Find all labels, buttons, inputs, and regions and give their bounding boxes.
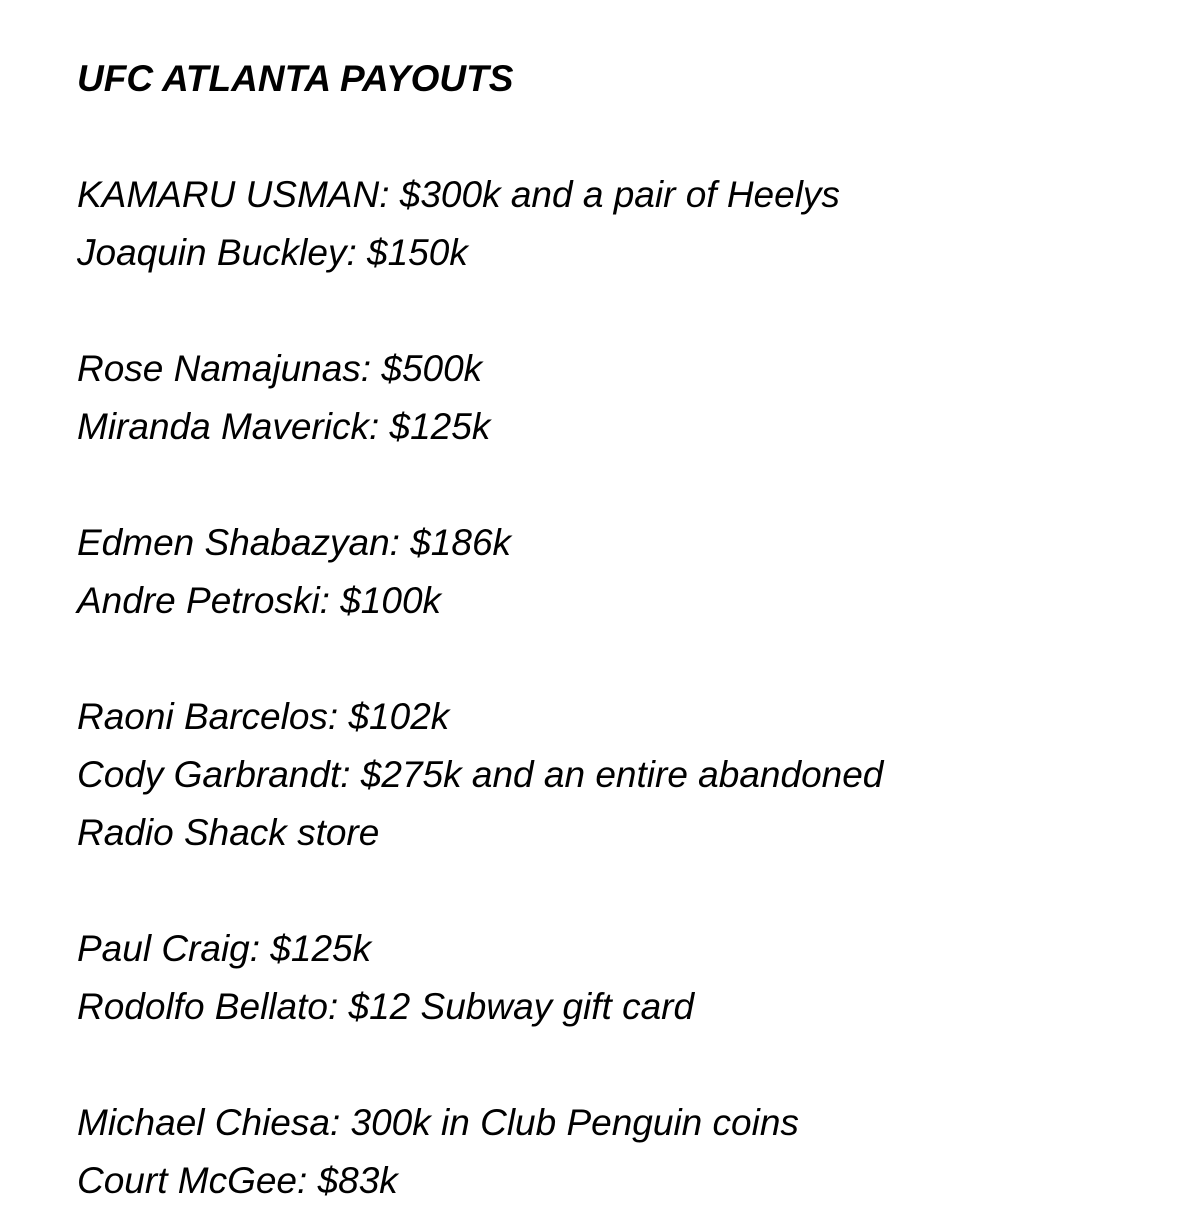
payout-line: Michael Chiesa: 300k in Club Penguin coins bbox=[77, 1102, 799, 1143]
payout-line: Rose Namajunas: $500k bbox=[77, 348, 483, 389]
payout-line: Court McGee: $83k bbox=[77, 1160, 398, 1201]
payout-line: Miranda Maverick: $125k bbox=[77, 406, 491, 447]
payout-line: Raoni Barcelos: $102k bbox=[77, 696, 450, 737]
payout-line: KAMARU USMAN: $300k and a pair of Heelys bbox=[77, 174, 840, 215]
payout-line: Joaquin Buckley: $150k bbox=[77, 232, 468, 273]
fight-barcelos-garbrandt bbox=[77, 688, 1157, 862]
document-title: UFC ATLANTA PAYOUTS bbox=[77, 58, 514, 99]
payout-line: Edmen Shabazyan: $186k bbox=[77, 522, 512, 563]
payouts-document bbox=[77, 50, 1157, 1210]
fight-namajunas-maverick bbox=[77, 340, 1157, 456]
fight-usman-buckley bbox=[77, 166, 1157, 282]
fight-shabazyan-petroski bbox=[77, 514, 1157, 630]
payout-line: Radio Shack store bbox=[77, 812, 380, 853]
fight-craig-bellato bbox=[77, 920, 1157, 1036]
payout-line: Paul Craig: $125k bbox=[77, 928, 372, 969]
payout-line: Andre Petroski: $100k bbox=[77, 580, 442, 621]
payout-line: Rodolfo Bellato: $12 Subway gift card bbox=[77, 986, 695, 1027]
payout-line: Cody Garbrandt: $275k and an entire abandoned bbox=[77, 754, 884, 795]
fight-chiesa-mcgee bbox=[77, 1094, 1157, 1210]
